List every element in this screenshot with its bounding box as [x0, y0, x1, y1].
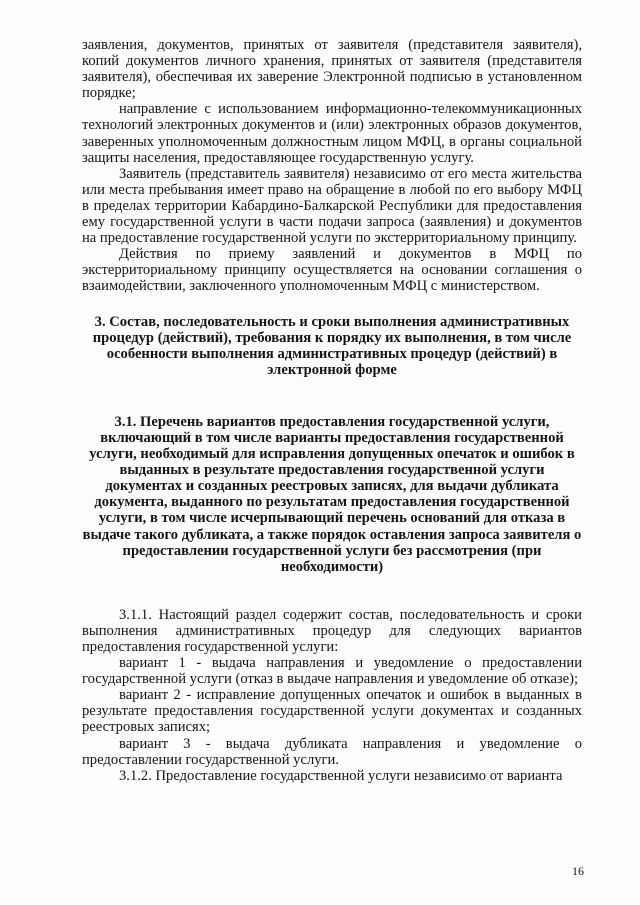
section-3-1-heading: 3.1. Перечень вариантов предоставления государственной услуги, включающий в том числе варианты предоставления государственной услуги, необходимый для исправления допущенных опечаток и ошибок в выданных в результате предоставления государственной услуги документах и созданных реестровых записях, для выдачи дубликата документа, выданного по результатам предоставления государственной услуги, в том числе исчерпывающий перечень оснований для отказа в выдаче такого дубликата, а также порядок оставления запроса заявителя о предоставлении государственной услуги без рассмотрения (при необходимости)	[82, 413, 582, 575]
page-number: 16	[572, 864, 584, 878]
paragraph-variant-2: вариант 2 - исправление допущенных опечаток и ошибок в выданных в результате предоставления государственной услуги документах и созданных реестровых записях;	[82, 687, 582, 736]
paragraph-3-1-2: 3.1.2. Предоставление государственной услуги независимо от варианта	[119, 767, 563, 784]
paragraph-variant-3: вариант 3 - выдача дубликата направления и уведомление о предоставлении государственной услуги.	[82, 735, 582, 768]
paragraph-mfc-actions: Действия по приему заявлений и документов в МФЦ по экстерриториальному принципу осуществляется на основании соглашения о взаимодействии, заключенного уполномоченным МФЦ с министерством.	[82, 246, 582, 295]
paragraph-3-1-1: 3.1.1. Настоящий раздел содержит состав, последовательность и сроки выполнения административных процедур для следующих вариантов предоставления государственной услуги:	[82, 606, 582, 655]
paragraph-direction: направление с использованием информационно-телекоммуникационных технологий электронных документов и (или) электронных образов документов, заверенных уполномоченным должностным лицом МФЦ, в органы социальной защиты населения, предоставляющее государственную услугу.	[82, 101, 582, 166]
paragraph-continuation: заявления, документов, принятых от заявителя (представителя заявителя), копий документов личного хранения, принятых от заявителя (представителя заявителя), обеспечивая их заверение Электронной подписью в установленном порядке;	[82, 37, 582, 102]
page-body	[82, 37, 582, 784]
paragraph-variant-1: вариант 1 - выдача направления и уведомление о предоставлении государственной услуги (отказ в выдаче направления и уведомление об отказе);	[82, 655, 582, 688]
section-3-heading: 3. Состав, последовательность и сроки выполнения административных процедур (действий), требования к порядку их выполнения, в том числе особенности выполнения административных процедур (действий) в электронной форме	[92, 313, 572, 378]
paragraph-applicant-rights: Заявитель (представитель заявителя) независимо от его места жительства или места пребывания имеет право на обращение в любой по его выбору МФЦ в пределах территории Кабардино-Балкарской Республики для предоставления ему государственной услуги в части подачи запроса (заявления) и документов на предоставление государственной услуги по экстерриториальному принципу.	[82, 165, 582, 247]
